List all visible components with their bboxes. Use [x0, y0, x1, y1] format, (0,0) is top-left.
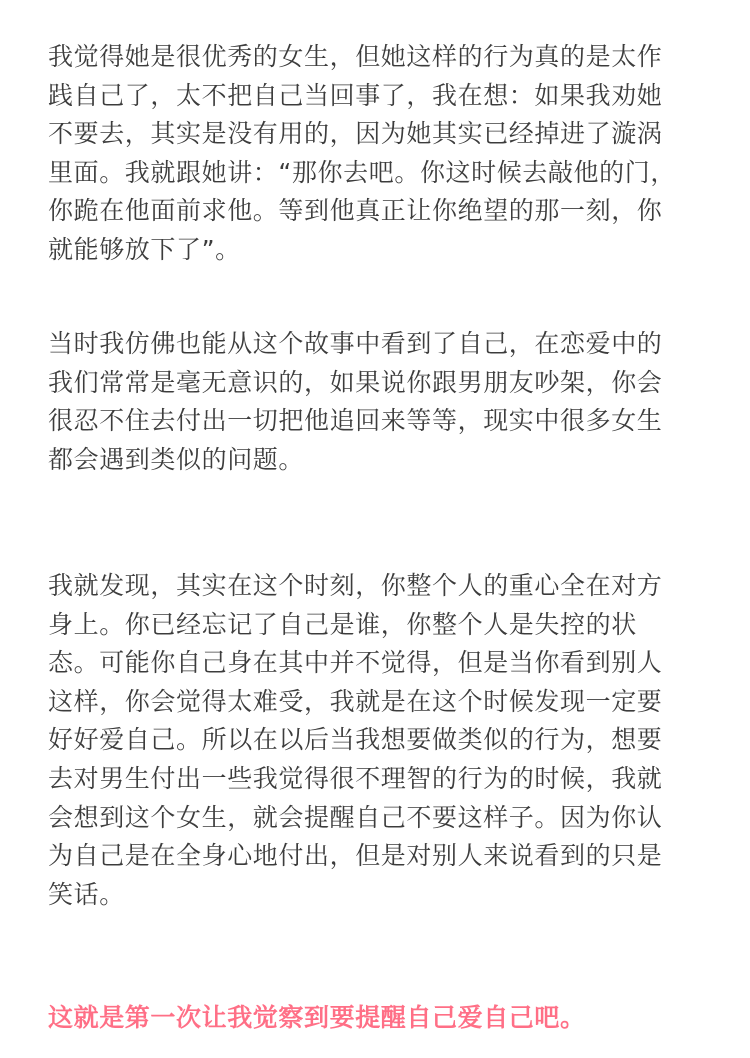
text-line: 就能够放下了”。: [48, 234, 241, 264]
text-line: 践自己了，太不把自己当回事了，我在想：如果我劝她: [48, 80, 663, 110]
paragraph-3: [48, 567, 708, 914]
highlight-paragraph: [48, 999, 708, 1038]
text-line: 身上。你已经忘记了自己是谁，你整个人是失控的状: [48, 609, 637, 639]
text-line: 不要去，其实是没有用的，因为她其实已经掉进了漩涡: [48, 119, 663, 149]
text-line: 很忍不住去付出一切把他追回来等等，现实中很多女生: [48, 406, 663, 436]
text-line: 你跪在他面前求他。等到他真正让你绝望的那一刻，你: [48, 196, 663, 226]
text-line: 我觉得她是很优秀的女生，但她这样的行为真的是太作: [48, 42, 663, 71]
text-line: 去对男生付出一些我觉得很不理智的行为的时候，我就: [48, 763, 663, 793]
paragraph-1: [48, 38, 708, 270]
text-line: 当时我仿佛也能从这个故事中看到了自己，在恋爱中的: [48, 329, 663, 358]
paragraph-2: [48, 325, 708, 479]
text-line: 笑话。: [48, 879, 125, 909]
text-line: 都会遇到类似的问题。: [48, 444, 305, 474]
text-line: 这样，你会觉得太难受，我就是在这个时候发现一定要: [48, 686, 663, 716]
text-line: 我们常常是毫无意识的，如果说你跟男朋友吵架，你会: [48, 367, 663, 397]
text-line: 会想到这个女生，就会提醒自己不要这样子。因为你认: [48, 802, 663, 832]
text-line: 态。可能你自己身在其中并不觉得，但是当你看到别人: [48, 648, 663, 678]
text-line: 我就发现，其实在这个时刻，你整个人的重心全在对方: [48, 571, 663, 600]
highlight-text-line: 这就是第一次让我觉察到要提醒自己爱自己吧。: [48, 1003, 586, 1032]
text-line: 里面。我就跟她讲：“那你去吧。你这时候去敲他的门，: [48, 157, 676, 187]
text-line: 好好爱自己。所以在以后当我想要做类似的行为，想要: [48, 725, 663, 755]
text-line: 为自己是在全身心地付出，但是对别人来说看到的只是: [48, 841, 663, 871]
